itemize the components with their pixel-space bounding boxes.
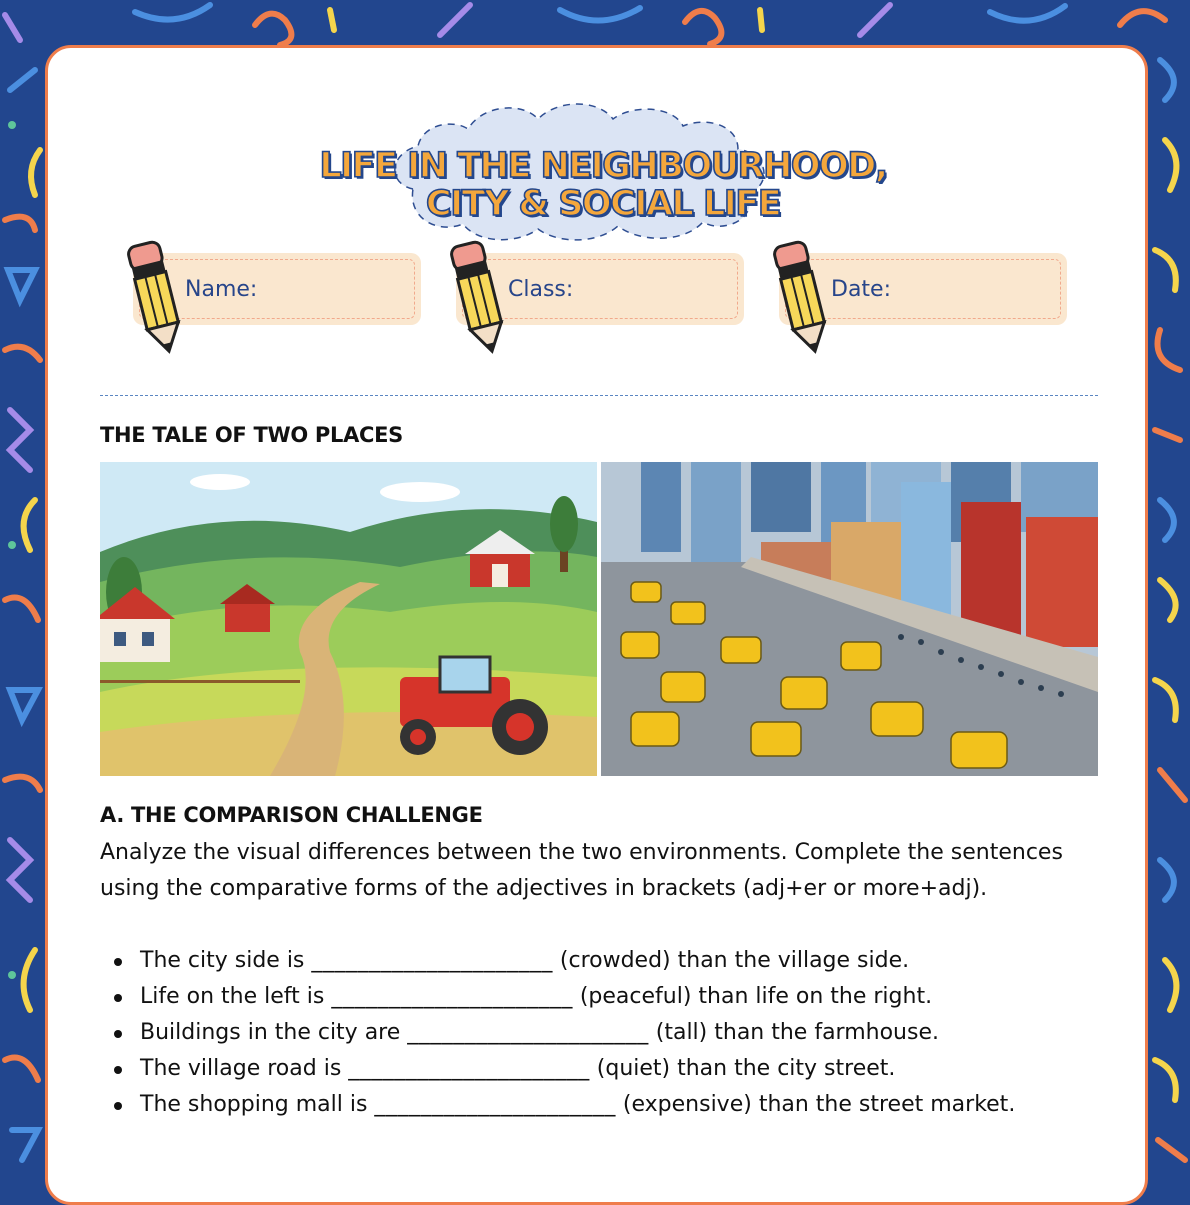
- worksheet-title-line-1: LIFE IN THE NEIGHBOURHOOD,: [319, 146, 887, 186]
- instructions-text: Analyze the visual differences between the two environments. Complete the sentences using the comparative forms of the adjectives in brackets (adj+er or more+adj).: [100, 840, 1063, 901]
- worksheet-card: [45, 45, 1148, 1205]
- section-title-comparison: A. THE COMPARISON CHALLENGE: [100, 803, 483, 827]
- date-field[interactable]: [779, 253, 1067, 325]
- answer-blank[interactable]: _____________________: [331, 984, 573, 1009]
- answer-blank[interactable]: _____________________: [311, 948, 553, 973]
- list-item: Buildings in the city are _____________________ (tall) than the farmhouse.: [100, 1015, 1100, 1051]
- list-item: The shopping mall is _____________________ (expensive) than the street market.: [100, 1087, 1100, 1123]
- city-street-taxis-illustration: [601, 462, 1098, 776]
- title-banner: [318, 84, 888, 244]
- section-divider: [100, 395, 1098, 396]
- name-label: Name:: [185, 277, 258, 302]
- list-item: The village road is _____________________ (quiet) than the city street.: [100, 1051, 1100, 1087]
- answer-blank[interactable]: _____________________: [407, 1020, 649, 1045]
- exercise-list: [100, 943, 1100, 1123]
- list-item: Life on the left is _____________________ (peaceful) than life on the right.: [100, 979, 1100, 1015]
- section-title-two-places: THE TALE OF TWO PLACES: [100, 423, 404, 447]
- answer-blank[interactable]: _____________________: [348, 1056, 590, 1081]
- list-item: The city side is _____________________ (crowded) than the village side.: [100, 943, 1100, 979]
- village-farm-illustration: [100, 462, 597, 776]
- answer-blank[interactable]: _____________________: [374, 1092, 616, 1117]
- name-field[interactable]: [133, 253, 421, 325]
- class-label: Class:: [508, 277, 574, 302]
- pencil-icon: [761, 229, 841, 369]
- comparison-images: [100, 462, 1098, 776]
- worksheet-title-line-2: CITY & SOCIAL LIFE: [425, 184, 781, 224]
- class-field[interactable]: [456, 253, 744, 325]
- date-label: Date:: [831, 277, 891, 302]
- pencil-icon: [115, 229, 195, 369]
- pencil-icon: [438, 229, 518, 369]
